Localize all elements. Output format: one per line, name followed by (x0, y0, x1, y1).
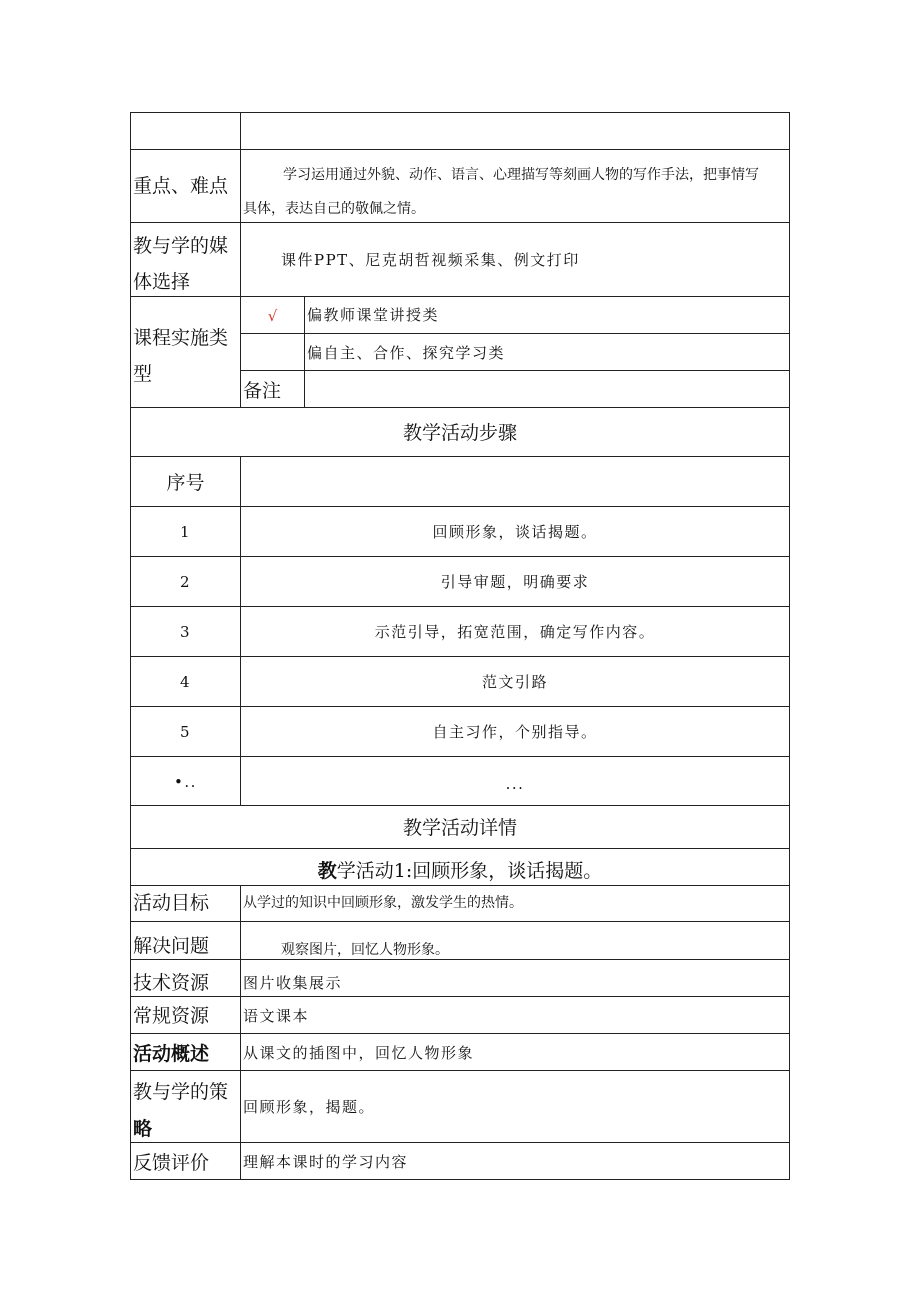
step-row-5-index-cell (130, 706, 241, 757)
strategy-value: 回顾形象，揭题。 (243, 1098, 376, 1116)
strategy-value-cell (240, 1070, 790, 1143)
media-value: 课件PPT、尼克胡哲视频采集、例文打印 (281, 251, 580, 269)
activity-title-bold: 教 (317, 860, 337, 882)
course-type-option-cell-1 (304, 296, 790, 334)
activity-title-rest: 学活动1:回顾形象，谈话揭题。 (336, 860, 603, 882)
course-type-option-2: 偏自主、合作、探究学习类 (307, 344, 506, 362)
goal-label: 活动目标 (133, 892, 210, 914)
goal-value-cell (240, 885, 790, 922)
details-title-cell (130, 805, 790, 849)
step-row-2-content: 引导审题，明确要求 (440, 573, 590, 591)
step-row-5-index: 5 (179, 723, 192, 741)
step-row-6-content: ... (505, 775, 525, 793)
note-value-cell (304, 370, 790, 408)
step-row-4-index: 4 (179, 673, 192, 691)
step-row-3-index: 3 (179, 623, 192, 641)
step-row-3-content-cell (240, 606, 790, 657)
regular-value-cell (240, 996, 790, 1034)
goal-label-cell (130, 885, 241, 922)
step-row-6-content-cell (240, 756, 790, 806)
media-label-line1: 教与学的媒 (133, 235, 229, 257)
key-points-label: 重点、难点 (133, 175, 229, 197)
problem-value: 观察图片，回忆人物形象。 (281, 942, 449, 958)
step-row-4-content-cell (240, 656, 790, 707)
strategy-label-line1: 教与学的策 (133, 1081, 229, 1103)
steps-title: 教学活动步骤 (402, 422, 517, 444)
overview-label: 活动概述 (133, 1043, 210, 1065)
media-label-cell (130, 222, 241, 297)
feedback-label-cell (130, 1142, 241, 1180)
key-points-label-cell (130, 149, 241, 223)
activity-title (131, 862, 789, 881)
header-right-cell (240, 112, 790, 150)
course-type-label-cell (130, 296, 241, 408)
step-row-6-index: •.. (174, 773, 197, 791)
note-label-cell (240, 370, 305, 408)
key-points-value-cell (240, 149, 790, 223)
regular-label: 常规资源 (133, 1005, 210, 1027)
overview-value-cell (240, 1033, 790, 1071)
problem-label: 解决问题 (133, 935, 210, 957)
step-row-4-content: 范文引路 (481, 673, 548, 691)
step-row-6-index-cell (130, 756, 241, 806)
course-type-option-cell-2 (304, 333, 790, 371)
key-points-text-line2: 具体，表达自己的敬佩之情。 (243, 201, 425, 217)
tech-label-cell (130, 959, 241, 997)
step-row-3-index-cell (130, 606, 241, 657)
step-row-5-content-cell (240, 706, 790, 757)
step-row-1-content: 回顾形象，谈话揭题。 (432, 523, 598, 541)
goal-value: 从学过的知识中回顾形象，激发学生的热情。 (243, 895, 523, 911)
steps-content-header-cell (240, 456, 790, 507)
media-value-cell (240, 222, 790, 297)
step-row-2-content-cell (240, 556, 790, 607)
step-row-2-index: 2 (179, 573, 192, 591)
course-type-label-line2: 型 (133, 363, 153, 385)
steps-title-cell (130, 407, 790, 457)
tech-label: 技术资源 (133, 972, 210, 994)
feedback-value: 理解本课时的学习内容 (243, 1153, 409, 1171)
course-type-mark-cell-2 (240, 333, 305, 371)
activity-title-cell (130, 848, 790, 886)
step-row-4-index-cell (130, 656, 241, 707)
checkmark-icon: √ (267, 307, 278, 325)
key-points-text-line1: 学习运用通过外貌、动作、语言、心理描写等刻画人物的写作手法，把事情写 (283, 167, 759, 183)
details-title: 教学活动详情 (402, 817, 517, 839)
overview-value: 从课文的插图中，回忆人物形象 (243, 1044, 475, 1062)
steps-index-header: 序号 (166, 472, 205, 494)
regular-value: 语文课本 (243, 1007, 310, 1025)
feedback-label: 反馈评价 (133, 1152, 210, 1174)
course-type-mark-cell-1 (240, 296, 305, 334)
steps-index-header-cell (130, 456, 241, 507)
overview-label-cell (130, 1033, 241, 1071)
strategy-label-cell (130, 1070, 241, 1143)
feedback-value-cell (240, 1142, 790, 1180)
regular-label-cell (130, 996, 241, 1034)
step-row-3-content: 示范引导，拓宽范围，确定写作内容。 (374, 623, 656, 641)
step-row-2-index-cell (130, 556, 241, 607)
step-row-1-index-cell (130, 506, 241, 557)
header-left-cell (130, 112, 241, 150)
problem-label-cell (130, 921, 241, 960)
tech-value-cell (240, 959, 790, 997)
course-type-label-line1: 课程实施类 (133, 327, 229, 349)
step-row-1-content-cell (240, 506, 790, 557)
step-row-5-content: 自主习作，个别指导。 (432, 723, 598, 741)
step-row-1-index: 1 (179, 523, 192, 541)
strategy-label-line2: 略 (133, 1118, 153, 1140)
media-label-line2: 体选择 (133, 271, 191, 293)
tech-value: 图片收集展示 (243, 974, 343, 992)
problem-value-cell (240, 921, 790, 960)
note-label: 备注 (243, 380, 282, 402)
course-type-option-1: 偏教师课堂讲授类 (307, 306, 440, 324)
